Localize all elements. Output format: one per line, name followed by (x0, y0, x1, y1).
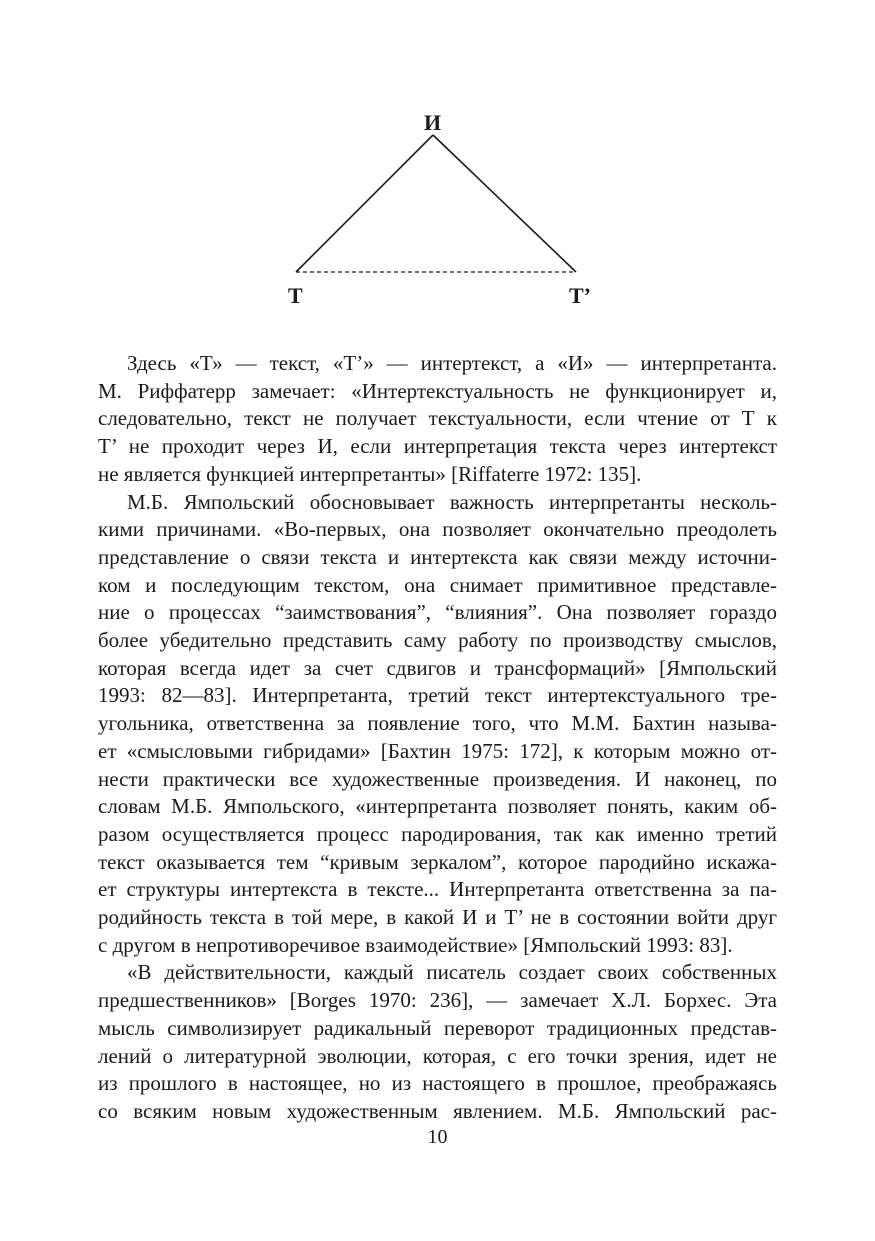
text-line: текст оказывается тем “кривым зеркалом”, которое пародийно искажа- (98, 849, 777, 874)
apex-label-i: И (424, 110, 442, 135)
text-line: лений о литературной эволюции, которая, с его точки зрения, идет не (98, 1043, 777, 1068)
text-line: словам М.Б. Ямпольского, «интерпретанта позволяет понять, каким об- (98, 794, 777, 819)
text-line: ние о процессах “заимствования”, “влияния”. Она позволяет гораздо (98, 600, 777, 625)
triangle-figure (0, 0, 875, 330)
text-line: ет «смысловыми гибридами» [Бахтин 1975: 172], к которым можно от- (98, 738, 777, 763)
vertex-label-t: Т (288, 283, 303, 308)
page-number: 10 (427, 1126, 448, 1148)
text-line: с другом в непротиворечивое взаимодействие» [Ямпольский 1993: 83]. (98, 932, 733, 957)
text-line: Т’ не проходит через И, если интерпретация текста через интертекст (98, 434, 777, 459)
text-line: предшественников» [Borges 1970: 236], — замечает Х.Л. Борхес. Эта (98, 988, 777, 1013)
text-line: представление о связи текста и интертекста как связи между источни- (98, 544, 777, 569)
text-line: не является функцией интерпретанты» [Riffaterre 1972: 135]. (98, 461, 642, 486)
text-line: ет структуры интертекста в тексте... Интерпретанта ответственна за па- (98, 877, 777, 902)
text-line: родийность текста в той мере, в какой И и Т’ не в состоянии войти друг (98, 905, 777, 930)
text-line: 1993: 82—83]. Интерпретанта, третий текст интертекстуального тре- (98, 683, 777, 708)
text-line: угольника, ответственна за появление того, что М.М. Бахтин называ- (98, 711, 777, 736)
text-line: следовательно, текст не получает текстуальности, если чтение от Т к (98, 406, 777, 431)
text-line: М. Риффатерр замечает: «Интертекстуальность не функционирует и, (98, 378, 777, 403)
text-line: кими причинами. «Во-первых, она позволяет окончательно преодолеть (98, 517, 777, 542)
paragraph-1 (98, 350, 777, 489)
intertext-triangle-diagram (0, 0, 875, 330)
body-text (98, 350, 777, 1126)
text-line: мысль символизирует радикальный переворот традиционных представ- (98, 1015, 777, 1040)
text-line: со всяким новым художественным явлением. М.Б. Ямпольский рас- (98, 1098, 777, 1123)
paragraph-3 (98, 959, 777, 1125)
text-line: разом осуществляется процесс пародирования, так как именно третий (98, 821, 777, 846)
text-line: более убедительно представить саму работу по производству смыслов, (98, 628, 777, 653)
edge-apex-left (296, 135, 433, 272)
text-line: нести практически все художественные произведения. И наконец, по (98, 766, 777, 791)
edge-apex-right (433, 135, 576, 272)
text-line: «В действительности, каждый писатель создает своих собственных (127, 960, 777, 985)
text-line: М.Б. Ямпольский обосновывает важность интерпретанты несколь- (127, 489, 777, 514)
text-line: из прошлого в настоящее, но из настоящего в прошлое, преображаясь (98, 1071, 777, 1096)
paragraph-2 (98, 489, 777, 960)
text-line: ком и последующим текстом, она снимает примитивное представле- (98, 572, 777, 597)
text-line: Здесь «Т» — текст, «Т’» — интертекст, а «И» — интерпретанта. (127, 351, 777, 375)
text-line: которая всегда идет за счет сдвигов и трансформаций» [Ямпольский (98, 655, 777, 680)
vertex-label-t-prime: Т’ (569, 283, 591, 308)
